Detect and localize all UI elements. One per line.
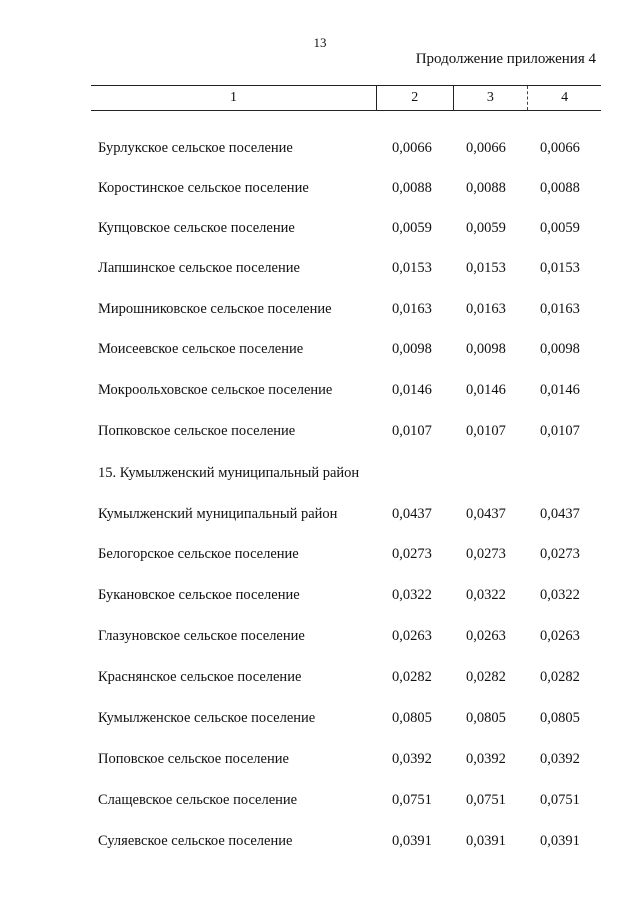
row-value-4: 0,0322 (540, 587, 580, 603)
row-value-3: 0,0107 (466, 423, 506, 439)
row-value-2: 0,0392 (392, 751, 432, 767)
row-value-4: 0,0146 (540, 382, 580, 398)
table-row (0, 667, 640, 687)
continuation-label: Продолжение приложения 4 (415, 51, 596, 67)
row-value-2: 0,0163 (392, 301, 432, 317)
row-value-4: 0,0088 (540, 180, 580, 196)
row-value-3: 0,0263 (466, 628, 506, 644)
row-value-2: 0,0153 (392, 260, 432, 276)
row-name: Суляевское сельское поселение (98, 833, 293, 849)
table-row (0, 626, 640, 646)
row-value-2: 0,0263 (392, 628, 432, 644)
row-value-3: 0,0805 (466, 710, 506, 726)
row-name: Поповское сельское поселение (98, 751, 289, 767)
row-name: Бурлукское сельское поселение (98, 140, 293, 156)
row-value-4: 0,0437 (540, 506, 580, 522)
section-title: 15. Кумылженский муниципальный район (98, 465, 360, 481)
row-value-2: 0,0805 (392, 710, 432, 726)
row-value-2: 0,0273 (392, 546, 432, 562)
header-col-2: 2 (377, 86, 454, 110)
row-name: Мирошниковское сельское поселение (98, 301, 332, 317)
table-row (0, 218, 640, 238)
page-number: 13 (313, 35, 327, 50)
row-value-3: 0,0392 (466, 751, 506, 767)
row-name: Краснянское сельское поселение (98, 669, 302, 685)
row-name: Лапшинское сельское поселение (98, 260, 300, 276)
row-value-3: 0,0146 (466, 382, 506, 398)
row-name: Попковское сельское поселение (98, 423, 296, 439)
row-value-4: 0,0107 (540, 423, 580, 439)
row-value-2: 0,0066 (392, 140, 432, 156)
table-row (0, 339, 640, 359)
row-value-3: 0,0437 (466, 506, 506, 522)
row-value-3: 0,0098 (466, 341, 506, 357)
row-value-2: 0,0146 (392, 382, 432, 398)
table-row (0, 708, 640, 728)
row-value-2: 0,0088 (392, 180, 432, 196)
row-value-4: 0,0751 (540, 792, 580, 808)
row-value-3: 0,0322 (466, 587, 506, 603)
row-value-2: 0,0322 (392, 587, 432, 603)
row-value-2: 0,0107 (392, 423, 432, 439)
row-name: Слащевское сельское поселение (98, 792, 298, 808)
header-col-1: 1 (91, 86, 377, 110)
row-value-3: 0,0153 (466, 260, 506, 276)
row-value-3: 0,0391 (466, 833, 506, 849)
row-value-3: 0,0282 (466, 669, 506, 685)
row-name: Мокроольховское сельское поселение (98, 382, 333, 398)
row-name: Купцовское сельское поселение (98, 220, 295, 236)
row-value-4: 0,0066 (540, 140, 580, 156)
row-value-3: 0,0273 (466, 546, 506, 562)
table-row (0, 258, 640, 278)
row-name: Моисеевское сельское поселение (98, 341, 304, 357)
row-value-4: 0,0282 (540, 669, 580, 685)
row-value-4: 0,0273 (540, 546, 580, 562)
row-name: Белогорское сельское поселение (98, 546, 299, 562)
row-value-2: 0,0391 (392, 833, 432, 849)
table-row (0, 178, 640, 198)
row-value-4: 0,0059 (540, 220, 580, 236)
row-value-3: 0,0066 (466, 140, 506, 156)
table-row (0, 790, 640, 810)
table-row (0, 749, 640, 769)
table-row (0, 831, 640, 851)
row-value-2: 0,0751 (392, 792, 432, 808)
row-value-3: 0,0059 (466, 220, 506, 236)
row-value-4: 0,0391 (540, 833, 580, 849)
row-value-3: 0,0088 (466, 180, 506, 196)
row-value-2: 0,0098 (392, 341, 432, 357)
table-row (0, 299, 640, 319)
row-name: Кумылженский муниципальный район (98, 506, 338, 522)
row-value-2: 0,0059 (392, 220, 432, 236)
row-value-3: 0,0163 (466, 301, 506, 317)
header-col-4: 4 (561, 90, 569, 105)
row-value-3: 0,0751 (466, 792, 506, 808)
table-row (0, 421, 640, 441)
header-col-3: 3 (454, 86, 529, 110)
row-value-2: 0,0437 (392, 506, 432, 522)
row-name: Букановское сельское поселение (98, 587, 300, 603)
row-value-4: 0,0153 (540, 260, 580, 276)
table-row (0, 585, 640, 605)
table-row (0, 504, 640, 524)
row-value-4: 0,0098 (540, 341, 580, 357)
row-value-4: 0,0805 (540, 710, 580, 726)
row-value-2: 0,0282 (392, 669, 432, 685)
row-name: Коростинское сельское поселение (98, 180, 309, 196)
table-header (91, 85, 601, 111)
row-value-4: 0,0263 (540, 628, 580, 644)
row-value-4: 0,0392 (540, 751, 580, 767)
table-row (0, 544, 640, 564)
table-row (0, 380, 640, 400)
table-row (0, 138, 640, 158)
row-value-4: 0,0163 (540, 301, 580, 317)
row-name: Кумылженское сельское поселение (98, 710, 316, 726)
row-name: Глазуновское сельское поселение (98, 628, 305, 644)
